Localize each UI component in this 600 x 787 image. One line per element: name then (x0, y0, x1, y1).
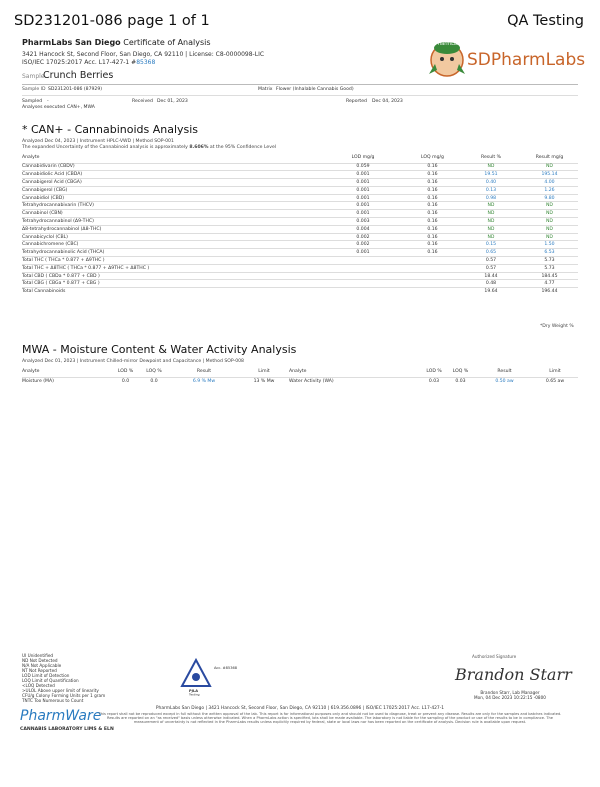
legend-item: LOQ Limit of Quantification (22, 678, 79, 683)
table-row (22, 233, 578, 241)
cell: ND (461, 218, 521, 226)
signer-name: Brandon Starr, Lab Manager (480, 690, 540, 695)
col-result-2: Result (497, 368, 512, 374)
pharmware-brand: PharmWare (20, 708, 102, 724)
cell: 0.16 (404, 218, 461, 226)
legend-item: LOD Limit of Detection (22, 673, 70, 678)
cell: Δ8-tetrahydrocannabinol (Δ8-THC) (22, 225, 322, 233)
sign-date: Mon, 04 Dec 2023 10:22:15 -0800 (474, 695, 546, 700)
cell: 0.16 (404, 202, 461, 210)
cell: 0.001 (322, 179, 404, 187)
cell: ND (461, 225, 521, 233)
cannabinoids-title: * CAN+ - Cannabinoids Analysis (22, 123, 199, 136)
cell: Total CBG ( CBGa * 0.877 + CBG ) (22, 280, 322, 288)
total-row (22, 280, 578, 288)
cell (322, 264, 404, 272)
table-row (22, 186, 578, 194)
cell (322, 280, 404, 288)
cell: Tetrahydrocannabinol (Δ9-THC) (22, 218, 322, 226)
cell: Cannabidivarin (CBDV) (22, 163, 322, 171)
col-loq: LOQ mg/g (421, 154, 444, 160)
logo-badge: PharmLabs (435, 41, 463, 47)
col-loq-2: LOQ % (452, 368, 469, 374)
sampled-label: Sampled (22, 99, 43, 104)
logo-text: SDPharmLabs (467, 50, 586, 70)
pjla-logo (180, 656, 240, 696)
cell: Tetrahydrocannabinolic Acid (THCA) (22, 249, 322, 257)
total-row (22, 272, 578, 280)
cell: 6.9 % Mw (169, 377, 239, 385)
table-row (22, 171, 578, 179)
dry-weight-note: *Dry Weight % (540, 324, 574, 329)
pjla-text: PJLA (189, 689, 199, 693)
cell: Total THC + Δ8THC ( THCa * 0.877 + Δ9THC + Δ8THC ) (22, 264, 322, 272)
cell: 0.16 (404, 186, 461, 194)
cell: ND (461, 163, 521, 171)
cell: 0.004 (322, 225, 404, 233)
cell: Total Cannabinoids (22, 288, 322, 296)
cell: Cannabinol (CBN) (22, 210, 322, 218)
legend-item: TNTC Too Numerous to Count (22, 698, 84, 703)
matrix-label: Matrix (258, 87, 273, 92)
sdpharmlabs-logo (425, 34, 586, 82)
cell: 0.003 (322, 218, 404, 226)
cell: 13 % Mw (239, 377, 289, 385)
cell: 0.0 (139, 377, 169, 385)
cell: 0.16 (404, 163, 461, 171)
uncertainty-note: The expanded Uncertainty of the Cannabinoid analysis is approximately 8.606% at the 95% Confidence Level (22, 145, 277, 150)
cell: Total CBD ( CBDa * 0.877 + CBD ) (22, 272, 322, 280)
cell: 0.001 (322, 210, 404, 218)
cell: 0.16 (404, 225, 461, 233)
cell: 0.16 (404, 241, 461, 249)
sampled-value: - (47, 99, 49, 104)
table-row (22, 163, 578, 171)
pjla-sub: Testing (189, 692, 200, 697)
moisture-title: MWA - Moisture Content & Water Activity Analysis (22, 343, 297, 356)
cell (322, 288, 404, 296)
cell: ND (461, 233, 521, 241)
col-analyte: Analyte (22, 368, 40, 374)
iso-line: ISO/IEC 17025:2017 Acc. L17-427-1 #85368 (22, 59, 156, 66)
cell: Moisture (MA) (22, 377, 112, 385)
table-row (22, 202, 578, 210)
legend-item: ND Not Detected (22, 658, 58, 663)
analyses-value: CAN+, MWA (67, 105, 95, 110)
cell: 0.16 (404, 249, 461, 257)
cell: ND (521, 225, 578, 233)
table-row (22, 210, 578, 218)
cell: 0.50 aw (477, 377, 532, 385)
col-result-pct: Result % (480, 154, 502, 160)
doc-type: Certificate of Analysis (123, 38, 211, 47)
cell: 19.51 (461, 171, 521, 179)
cell: 0.001 (322, 194, 404, 202)
col-analyte-2: Analyte (289, 368, 307, 374)
cell: 18.44 (461, 272, 521, 280)
cell: Cannabichromene (CBC) (22, 241, 322, 249)
cell (322, 257, 404, 265)
lab-address-line: 3421 Hancock St, Second Floor, San Diego, CA 92110 | License: C8-0000098-LIC (22, 51, 265, 58)
table-row (22, 377, 578, 385)
cell: 1.50 (521, 241, 578, 249)
analyses-label: Analyses executed (22, 105, 66, 110)
cell: Cannabigerol Acid (CBGA) (22, 179, 322, 187)
cell: ND (521, 233, 578, 241)
cannabinoids-table (22, 152, 578, 296)
cell: Cannabidiol (CBD) (22, 194, 322, 202)
cell: 0.40 (461, 179, 521, 187)
col-lod: LOD % (117, 368, 134, 374)
received-value: Dec 01, 2023 (157, 99, 188, 104)
sample-label: Sample (22, 73, 45, 80)
col-loq: LOQ % (146, 368, 162, 374)
reported-label: Reported (346, 99, 367, 104)
legend-item: UI Unidentified (22, 653, 54, 658)
cell: 0.57 (461, 264, 521, 272)
cell: ND (461, 210, 521, 218)
cell (404, 257, 461, 265)
moisture-table (22, 366, 578, 385)
cell: Tetrahydrocannabivarin (THCV) (22, 202, 322, 210)
cannabinoids-analyzed: Analyzed Dec 04, 2023 | Instrument HPLC-VWD | Method SOP-001 (22, 139, 174, 144)
abbreviation-legend (22, 653, 105, 703)
cell: 0.16 (404, 179, 461, 187)
iso-link[interactable]: 85368 (136, 59, 156, 66)
cell: 4.77 (521, 280, 578, 288)
table-row (22, 241, 578, 249)
table-row (22, 225, 578, 233)
signer-block (455, 690, 565, 700)
col-result-mgg: Result mg/g (535, 154, 564, 160)
col-limit: Limit (258, 368, 270, 374)
sample-id: SD231201-086 (87929) (48, 87, 103, 92)
col-lod-2: LOD % (426, 368, 442, 374)
cell: 0.002 (322, 233, 404, 241)
disclaimer: This report shall not be reproduced except in full without the written approval of the lab. This report is for informational purposes only and should not be used to diagnose, treat or prevent any disease. Results are only for the samples and batches indicated. Results are reported on an "as received" basis unless otherwise indicated. When a PharmLabs action is specified, lots shall be made available. The laboratory is not liable for the sampling of the product or use of the results to be in compliance. The measurement of uncertainty is not reflected in the PharmLabs results unless explicitly required by federal, state or local laws nor has been reported on the certificate of analysis. Decision rule is available upon request. (98, 712, 562, 725)
cell: 0.16 (404, 171, 461, 179)
col-analyte: Analyte (22, 154, 40, 160)
table-row (22, 218, 578, 226)
legend-item: N/A Not Applicable (22, 663, 62, 668)
cell: Water Activity (WA) (289, 377, 424, 385)
cell: 0.57 (461, 257, 521, 265)
cell: 0.16 (404, 233, 461, 241)
cell: 196.44 (521, 288, 578, 296)
cell: 6.53 (521, 249, 578, 257)
footer-address: PharmLabs San Diego | 3421 Hancock St, Second Floor, San Diego, CA 92110 | 619.356.0896 | ISO/IEC 17025:2017 Acc. L17-427-1 (155, 706, 445, 711)
cell: 1.26 (521, 186, 578, 194)
cell: 0.15 (461, 241, 521, 249)
cell (404, 264, 461, 272)
cell: Cannabidiolic Acid (CBDA) (22, 171, 322, 179)
cell: 0.65 (461, 249, 521, 257)
cell: 9.80 (521, 194, 578, 202)
cell: ND (521, 202, 578, 210)
col-result: Result (196, 368, 212, 374)
reported-value: Dec 04, 2023 (372, 99, 403, 104)
cell: 0.03 (424, 377, 444, 385)
legend-item: <LOQ Detected (22, 683, 55, 688)
cell: 0.03 (444, 377, 477, 385)
moisture-analyzed: Analyzed Dec 01, 2023 | Instrument Chilled-mirror Dewpoint and Capacitance | Method SOP-008 (22, 359, 244, 364)
cell (404, 288, 461, 296)
pjla-acc: Acc. #85368 (214, 666, 238, 670)
sample-id-label: Sample ID (22, 87, 46, 92)
col-lod: LOD mg/g (351, 154, 375, 160)
cell: Total THC ( THCa * 0.877 + Δ9THC ) (22, 257, 322, 265)
table-row (22, 194, 578, 202)
divider (22, 95, 578, 96)
legend-item: >ULOL Above upper limit of linearity (22, 688, 99, 693)
cell: 0.48 (461, 280, 521, 288)
cell: 0.0 (112, 377, 139, 385)
total-row (22, 288, 578, 296)
cell: 0.001 (322, 171, 404, 179)
cell: 0.001 (322, 186, 404, 194)
cell: 19.64 (461, 288, 521, 296)
lab-name-line (22, 38, 211, 47)
legend-item: CFU/g Colony Forming Units per 1 gram (22, 693, 106, 698)
document-id: SD231201-086 page 1 of 1 (14, 13, 210, 29)
sample-name: Crunch Berries (43, 70, 114, 81)
lab-address (22, 51, 264, 67)
divider (22, 84, 578, 85)
qa-testing-title: QA Testing (507, 13, 584, 29)
cell (322, 272, 404, 280)
cell: 184.45 (521, 272, 578, 280)
cell: 0.98 (461, 194, 521, 202)
cell: 195.14 (521, 171, 578, 179)
cell: Cannabicyclol (CBL) (22, 233, 322, 241)
received-label: Received (132, 99, 153, 104)
cell: 5.73 (521, 264, 578, 272)
cell (404, 280, 461, 288)
cell: 0.13 (461, 186, 521, 194)
cell: ND (461, 202, 521, 210)
total-row (22, 264, 578, 272)
cell: 0.001 (322, 202, 404, 210)
lab-name: PharmLabs San Diego (22, 38, 121, 47)
cell: 0.16 (404, 210, 461, 218)
cell: 0.65 aw (532, 377, 578, 385)
cell: 0.002 (322, 241, 404, 249)
table-row (22, 249, 578, 257)
cell: 0.059 (322, 163, 404, 171)
col-limit-2: Limit (549, 368, 561, 374)
signature: Brandon Starr (455, 665, 572, 684)
authorized-signature-label: Authorized Signature (472, 654, 517, 659)
total-row (22, 257, 578, 265)
logo-mascot-icon (429, 42, 465, 76)
table-row (22, 179, 578, 187)
cell: ND (521, 210, 578, 218)
cell: 4.00 (521, 179, 578, 187)
pharmware-sub: CANNABIS LABORATORY LIMS & ELN (20, 727, 114, 732)
cell: Cannabigerol (CBG) (22, 186, 322, 194)
legend-item: NT Not Reported (22, 668, 57, 673)
cell: 0.16 (404, 194, 461, 202)
cell (404, 272, 461, 280)
cell: ND (521, 218, 578, 226)
cell: ND (521, 163, 578, 171)
cell: 0.001 (322, 249, 404, 257)
matrix-value: Flower (Inhalable Cannabis Good) (276, 87, 354, 92)
cell: 5.73 (521, 257, 578, 265)
